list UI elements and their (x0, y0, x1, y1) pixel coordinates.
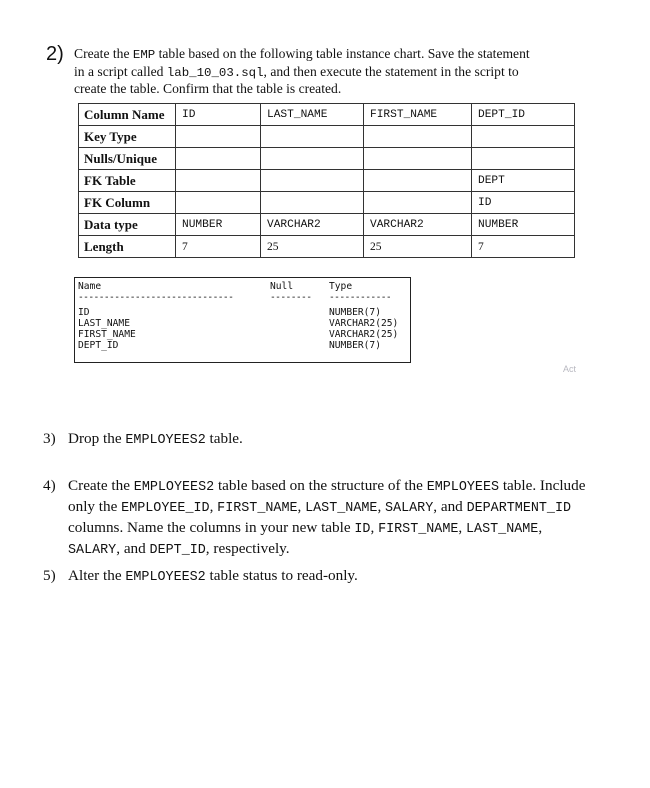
question-2-number: 2) (46, 43, 64, 65)
chart-row-fk-table: FK Table DEPT (79, 170, 575, 192)
describe-row-type: VARCHAR2(25) (329, 329, 399, 340)
question-4-number: 4) (43, 477, 56, 494)
chart-row-data-type: Data type NUMBER VARCHAR2 VARCHAR2 NUMBER (79, 214, 575, 236)
question-2-text: Create the EMP table based on the following table instance chart. Save the statement in a script called lab_10_03.sql, and then execute the statement in the script to create the table. Confirm that the table is created. (74, 46, 530, 96)
chart-row-key-type: Key Type (79, 126, 575, 148)
describe-row-name: LAST_NAME (78, 318, 130, 329)
describe-divider-type: ------------ (329, 292, 392, 303)
describe-row-type: NUMBER(7) (329, 307, 381, 318)
chart-row-column-name: Column Name ID LAST_NAME FIRST_NAME DEPT_ID (79, 104, 575, 126)
describe-row-name: ID (78, 307, 90, 318)
describe-row-type: NUMBER(7) (329, 340, 381, 351)
describe-header-type: Type (329, 281, 353, 292)
activation-watermark: Act (563, 364, 577, 374)
chart-row-length: Length 7 25 25 7 (79, 236, 575, 258)
question-5-number: 5) (43, 567, 56, 584)
question-4: 4) Create the EMPLOYEES2 table based on the structure of the EMPLOYEES table. Include only the EMPLOYEE_ID, FIRST_NAME, LAST_NAME, SALARY, and DEPARTMENT_ID columns. Name the columns in your new table ID, FIRST_NAME, LAST_NAME, SALARY, and DEPT_ID, respectively. (43, 477, 586, 558)
describe-header-name: Name (78, 281, 102, 292)
describe-divider-name: ------------------------------ (78, 292, 234, 303)
question-5: 5) Alter the EMPLOYEES2 table status to read-only. (43, 567, 358, 585)
chart-row-nulls-unique: Nulls/Unique (79, 148, 575, 170)
describe-row-name: DEPT_ID (78, 340, 119, 351)
describe-divider-null: -------- (270, 292, 312, 303)
describe-row-type: VARCHAR2(25) (329, 318, 399, 329)
chart-row-fk-column: FK Column ID (79, 192, 575, 214)
describe-type-column (329, 307, 398, 351)
table-instance-chart (78, 103, 575, 258)
question-3-number: 3) (43, 430, 56, 447)
describe-output (74, 277, 411, 363)
question-3: 3) Drop the EMPLOYEES2 table. (43, 430, 243, 448)
describe-header-null: Null (270, 281, 294, 292)
question-2 (46, 43, 636, 98)
describe-name-column (78, 307, 136, 351)
describe-row-name: FIRST_NAME (78, 329, 136, 340)
